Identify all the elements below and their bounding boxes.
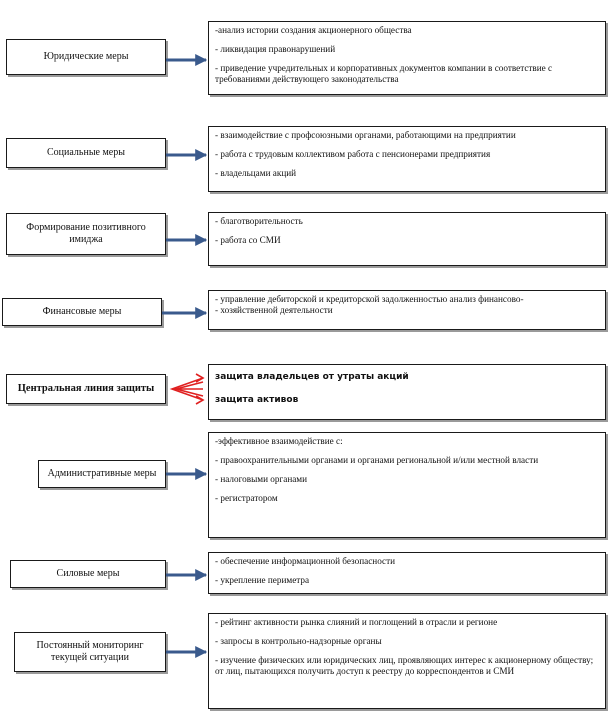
- list-item: защита активов: [215, 394, 299, 405]
- list-item: - укрепление периметра: [215, 575, 310, 586]
- list-item: - запросы в контрольно-надзорные органы: [215, 636, 382, 647]
- list-item: -эффективное взаимодействие с:: [215, 436, 343, 446]
- central-defense-details: [208, 364, 606, 420]
- list-item: - ликвидация правонарушений: [215, 44, 336, 55]
- positive-image-label: Формирование позитивного имиджа: [26, 222, 146, 245]
- financial-measures-details: [208, 290, 606, 330]
- administrative-measures-details: [208, 432, 606, 538]
- force-measures-box: [10, 560, 166, 588]
- list-item: - управление дебиторской и кредиторской задолженностью анализ финансово-: [215, 294, 524, 304]
- social-measures-details: [208, 126, 606, 192]
- list-item: - налоговыми органами: [215, 474, 308, 485]
- positive-image-box: [6, 213, 166, 255]
- monitoring-details: [208, 613, 606, 709]
- list-item: - изучение физических или юридических лиц, проявляющих интерес к акционерному обществу; от лиц, пытающихся получить доступ к реестру до корреспондентов и СМИ: [215, 655, 594, 677]
- financial-measures-label: Финансовые меры: [42, 306, 122, 317]
- list-item: - рейтинг активности рынка слияний и поглощений в отрасли и регионе: [215, 617, 498, 627]
- list-item: - обеспечение информационной безопасности: [215, 556, 396, 566]
- list-item: - правоохранительными органами и органами региональной и/или местной власти: [215, 455, 539, 466]
- force-measures-label: Силовые меры: [56, 568, 120, 579]
- list-item: - хозяйственной деятельности: [215, 305, 333, 316]
- social-measures-label: Социальные меры: [47, 147, 125, 158]
- monitoring-label: Постоянный мониторинг текущей ситуации: [36, 640, 144, 663]
- list-item: - работа с трудовым коллективом работа с пенсионерами предприятия: [215, 149, 491, 160]
- force-measures-details: [208, 552, 606, 594]
- administrative-measures-label: Административные меры: [47, 468, 157, 479]
- list-item: -анализ истории создания акционерного общества: [215, 25, 412, 35]
- positive-image-details: [208, 212, 606, 266]
- administrative-measures-box: [38, 460, 166, 488]
- monitoring-box: [14, 632, 166, 672]
- legal-measures-label: Юридические меры: [43, 51, 129, 62]
- central-defense-box: [6, 374, 166, 404]
- list-item: - регистратором: [215, 493, 278, 504]
- list-item: - благотворительность: [215, 216, 303, 226]
- legal-measures-box: [6, 39, 166, 75]
- legal-measures-details: [208, 21, 606, 95]
- list-item: - взаимодействие с профсоюзными органами, работающими на предприятии: [215, 130, 516, 140]
- financial-measures-box: [2, 298, 162, 326]
- list-item: - работа со СМИ: [215, 235, 281, 246]
- list-item: - владельцами акций: [215, 168, 297, 179]
- list-item: - приведение учредительных и корпоративных документов компании в соответствие с требованиями действующего законодательства: [215, 63, 553, 85]
- central-fork-arrows: [172, 374, 203, 404]
- social-measures-box: [6, 138, 166, 168]
- list-item: защита владельцев от утраты акций: [215, 372, 409, 382]
- central-defense-label: Центральная линия защиты: [17, 382, 155, 394]
